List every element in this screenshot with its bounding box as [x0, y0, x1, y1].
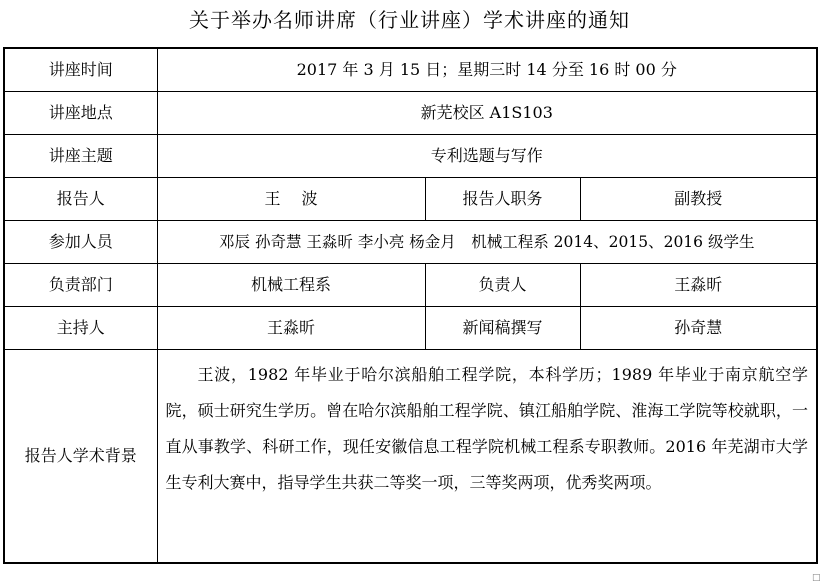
- value-speaker-position: 副教授: [580, 177, 817, 220]
- label-lecture-time: 讲座时间: [4, 48, 157, 91]
- row-speaker-background: [4, 349, 817, 563]
- value-person-in-charge: 王淼昕: [580, 263, 817, 306]
- corner-mark: □: [812, 573, 821, 583]
- row-attendees: [4, 220, 817, 263]
- value-attendees: 邓辰 孙奇慧 王淼昕 李小亮 杨金月 机械工程系 2014、2015、2016 级学生: [157, 220, 817, 263]
- row-department: [4, 263, 817, 306]
- label-lecture-topic: 讲座主题: [4, 134, 157, 177]
- value-host: 王淼昕: [157, 306, 425, 349]
- value-lecture-time: 2017 年 3 月 15 日；星期三时 14 分至 16 时 00 分: [157, 48, 817, 91]
- value-department: 机械工程系: [157, 263, 425, 306]
- row-host: [4, 306, 817, 349]
- label-news-writer: 新闻稿撰写: [425, 306, 580, 349]
- label-host: 主持人: [4, 306, 157, 349]
- value-lecture-topic: 专利选题与写作: [157, 134, 817, 177]
- label-department: 负责部门: [4, 263, 157, 306]
- row-speaker: [4, 177, 817, 220]
- value-news-writer: 孙奇慧: [580, 306, 817, 349]
- notice-title: 关于举办名师讲席（行业讲座）学术讲座的通知: [189, 8, 630, 32]
- value-speaker: 王 波: [157, 177, 425, 220]
- row-lecture-topic: [4, 134, 817, 177]
- label-speaker-position: 报告人职务: [425, 177, 580, 220]
- label-speaker: 报告人: [4, 177, 157, 220]
- label-lecture-location: 讲座地点: [4, 91, 157, 134]
- label-speaker-background: 报告人学术背景: [4, 349, 157, 563]
- lecture-info-table: [3, 47, 818, 564]
- value-speaker-background: 王波，1982 年毕业于哈尔滨船舶工程学院，本科学历；1989 年毕业于南京航空学院，硕士研究生学历。曾在哈尔滨船舶工程学院、镇江船舶学院、淮海工学院等校就职，一直从事教学、科研工作，现任安徽信息工程学院机械工程系专职教师。2016 年芜湖市大学生专利大赛中，指导学生共获二等奖一项，三等奖两项，优秀奖两项。: [157, 349, 817, 563]
- label-person-in-charge: 负责人: [425, 263, 580, 306]
- value-lecture-location: 新芜校区 A1S103: [157, 91, 817, 134]
- row-lecture-time: [4, 48, 817, 91]
- label-attendees: 参加人员: [4, 220, 157, 263]
- row-lecture-location: [4, 91, 817, 134]
